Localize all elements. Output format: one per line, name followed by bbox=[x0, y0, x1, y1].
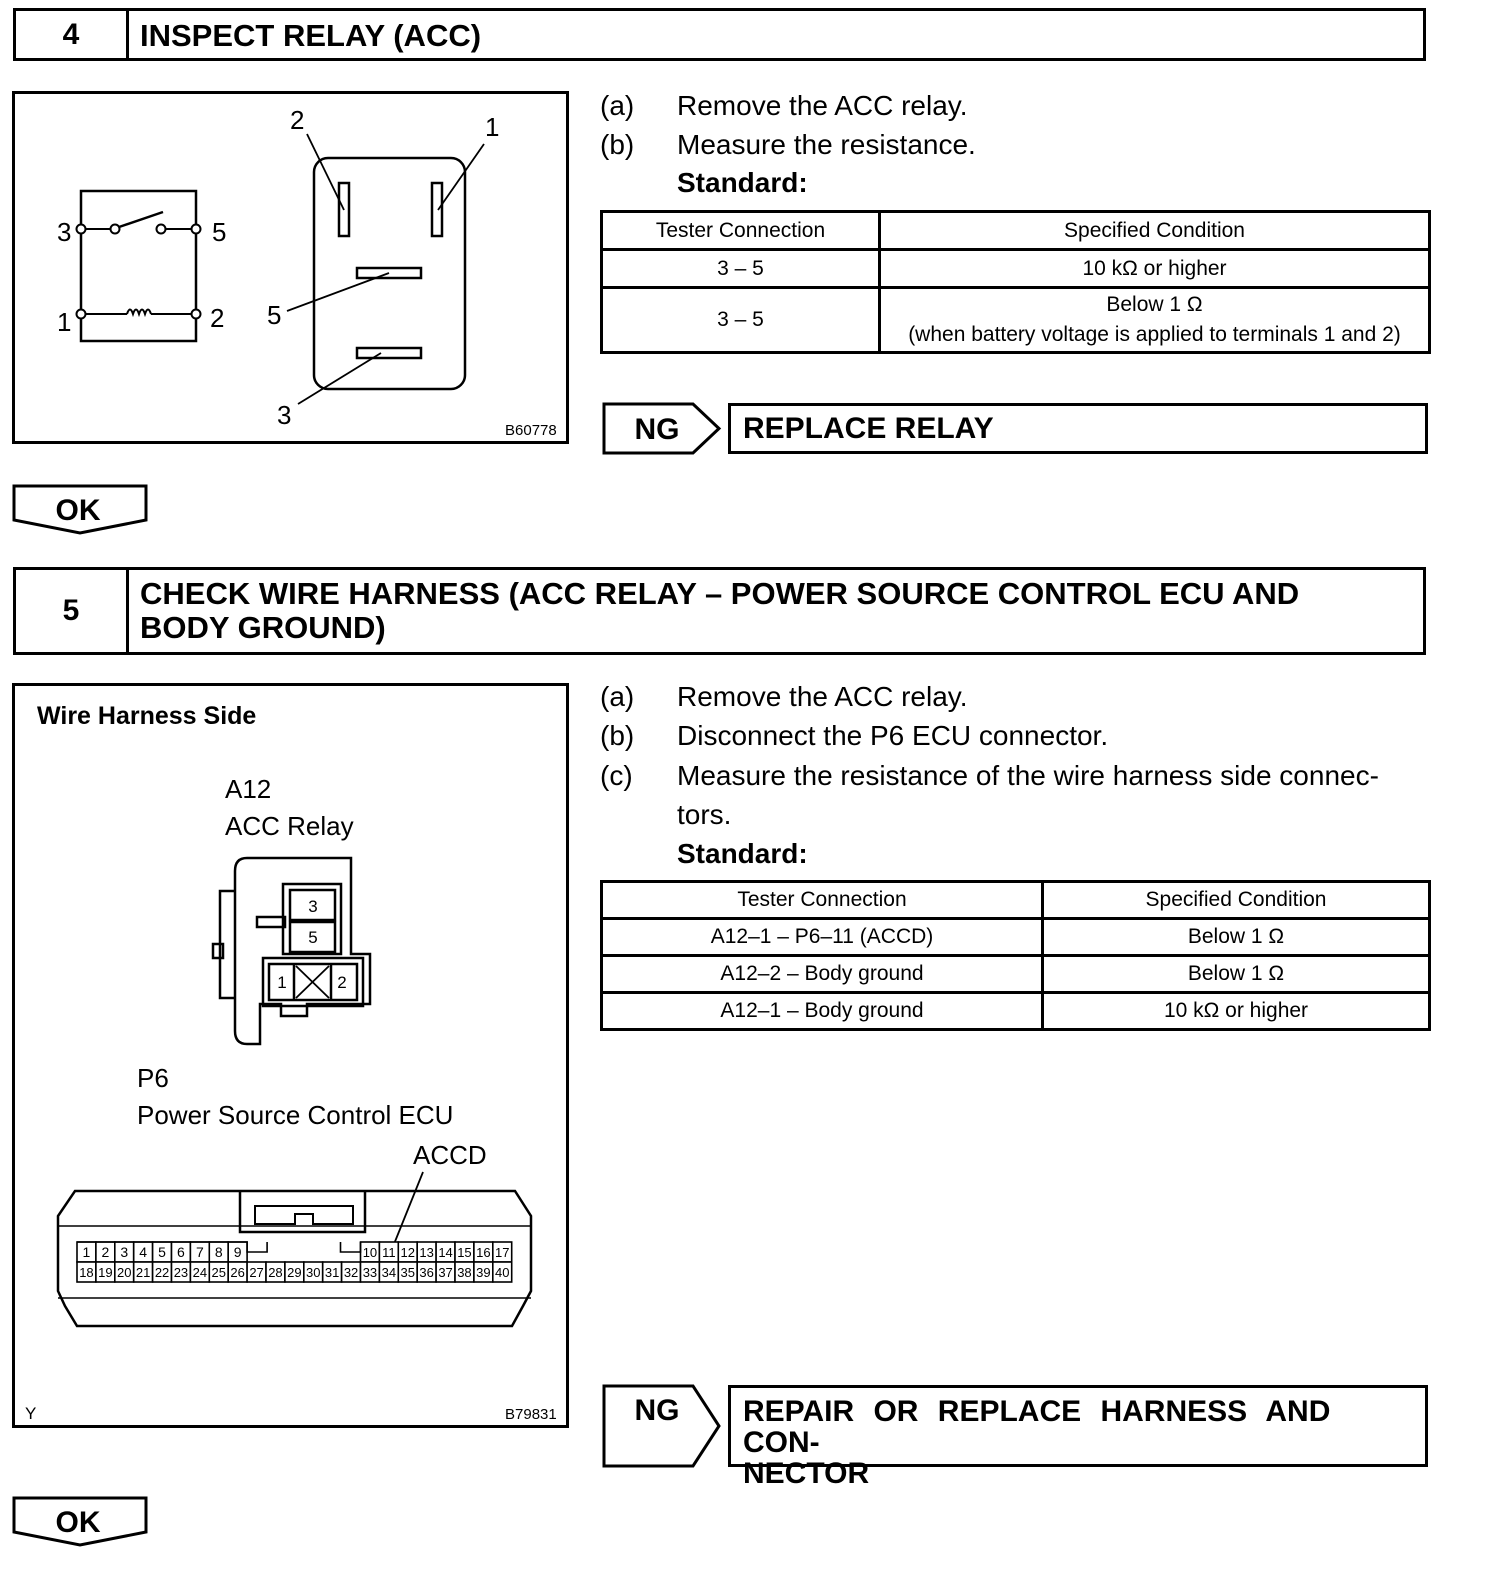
ecu-pin-26-label: 26 bbox=[230, 1265, 245, 1280]
ecu-pin-29-label: 29 bbox=[287, 1265, 302, 1280]
step-5-ng-action: REPAIR OR REPLACE HARNESS AND CON- NECTOR bbox=[728, 1385, 1428, 1467]
relay-connector-id: A12 bbox=[225, 774, 272, 804]
step-5-standard-label: Standard: bbox=[677, 838, 808, 869]
ecu-pin-37-label: 37 bbox=[438, 1265, 453, 1280]
ecu-pin-14-label: 14 bbox=[438, 1245, 453, 1260]
body-pin-3: 3 bbox=[277, 400, 292, 430]
ecu-pin-7-label: 7 bbox=[195, 1244, 204, 1260]
ecu-pin-20-label: 20 bbox=[117, 1265, 132, 1280]
ecu-pin-2-label: 2 bbox=[101, 1244, 110, 1260]
schematic-pin-5: 5 bbox=[212, 217, 227, 247]
svg-text:OK: OK bbox=[55, 494, 101, 527]
ecu-pin-32-label: 32 bbox=[343, 1265, 359, 1280]
relay-pin-5: 5 bbox=[308, 928, 318, 947]
ecu-pin-11-label: 11 bbox=[382, 1245, 396, 1260]
ecu-pin-4-label: 4 bbox=[139, 1244, 148, 1260]
body-pin-5: 5 bbox=[267, 300, 282, 330]
ecu-pin-40-label: 40 bbox=[495, 1265, 510, 1280]
ecu-pin-5-label: 5 bbox=[158, 1244, 166, 1260]
table-header: Specified Condition bbox=[1043, 882, 1430, 919]
ecu-connector-name: Power Source Control ECU bbox=[137, 1100, 454, 1130]
relay-pin-2: 2 bbox=[337, 973, 347, 992]
step-5-header bbox=[13, 567, 1426, 655]
ecu-pin-19-label: 19 bbox=[98, 1265, 113, 1280]
ecu-pin-22-label: 22 bbox=[154, 1265, 170, 1280]
table-header: Specified Condition bbox=[880, 212, 1430, 250]
schematic-pin-1: 1 bbox=[57, 307, 72, 337]
table-header: Tester Connection bbox=[602, 212, 880, 250]
ecu-pin-34-label: 34 bbox=[381, 1265, 397, 1280]
harness-figure bbox=[12, 683, 569, 1428]
harness-diagram bbox=[15, 686, 566, 1425]
ecu-pin-28-label: 28 bbox=[268, 1265, 283, 1280]
step-4-ok-tag bbox=[12, 484, 148, 536]
table-row: 3 – 5 Below 1 Ω (when battery voltage is applied to terminals 1 and 2) bbox=[602, 288, 1430, 353]
ecu-pin-31-label: 31 bbox=[324, 1265, 340, 1280]
relay-connector-name: ACC Relay bbox=[225, 811, 354, 841]
ecu-pin-6-label: 6 bbox=[177, 1244, 185, 1260]
ecu-pin-15-label: 15 bbox=[457, 1245, 472, 1260]
figure-code: B79831 bbox=[505, 1406, 557, 1423]
step-5-title: CHECK WIRE HARNESS (ACC RELAY – POWER SOURCE CONTROL ECU AND BODY GROUND) bbox=[140, 576, 1300, 645]
step-5-spec-table bbox=[600, 880, 1431, 1031]
relay-connector bbox=[213, 858, 370, 1044]
ecu-pin-23-label: 23 bbox=[173, 1265, 189, 1280]
ecu-pin-24-label: 24 bbox=[192, 1265, 208, 1280]
ecu-pin-9-label: 9 bbox=[233, 1244, 242, 1260]
step-5-ok-tag bbox=[12, 1496, 148, 1548]
relay-schematic-body bbox=[81, 191, 196, 341]
corner-mark: Y bbox=[25, 1404, 37, 1423]
step-4-spec-table bbox=[600, 210, 1431, 354]
accd-callout: ACCD bbox=[413, 1140, 487, 1170]
ecu-connector-id: P6 bbox=[137, 1063, 169, 1093]
schematic-pin-2: 2 bbox=[210, 303, 225, 333]
svg-text:NG: NG bbox=[634, 413, 680, 446]
ecu-pin-16-label: 16 bbox=[476, 1245, 491, 1260]
ecu-pin-12-label: 12 bbox=[400, 1245, 415, 1260]
ecu-pin-39-label: 39 bbox=[476, 1265, 491, 1280]
step-4-ng-tag bbox=[602, 402, 722, 455]
ecu-pin-35-label: 35 bbox=[400, 1265, 415, 1280]
svg-text:NG: NG bbox=[634, 1394, 680, 1427]
body-pin-2: 2 bbox=[290, 105, 305, 135]
ecu-pin-13-label: 13 bbox=[419, 1245, 434, 1260]
ecu-pin-8-label: 8 bbox=[214, 1244, 223, 1260]
svg-text:OK: OK bbox=[55, 1506, 101, 1539]
ecu-pin-1-label: 1 bbox=[82, 1244, 91, 1260]
figure-code: B60778 bbox=[505, 422, 557, 439]
body-pin-1: 1 bbox=[485, 112, 500, 142]
table-row: A12–1 – Body ground 10 kΩ or higher bbox=[602, 993, 1430, 1030]
ecu-pin-17-label: 17 bbox=[495, 1245, 510, 1260]
relay-pin-1: 1 bbox=[277, 973, 287, 992]
ecu-pin-36-label: 36 bbox=[419, 1265, 434, 1280]
table-row: A12–1 – P6–11 (ACCD) Below 1 Ω bbox=[602, 919, 1430, 956]
step-4-ng-action: REPLACE RELAY bbox=[728, 403, 1428, 454]
terminal-3 bbox=[357, 348, 421, 358]
switch-contact bbox=[111, 225, 120, 234]
relay-diagram bbox=[15, 94, 566, 441]
ecu-pin-30-label: 30 bbox=[306, 1265, 321, 1280]
step-5-number: 5 bbox=[16, 570, 129, 652]
terminal-1 bbox=[432, 183, 442, 236]
ecu-pin-27-label: 27 bbox=[249, 1265, 264, 1280]
ecu-pin-3-label: 3 bbox=[120, 1244, 129, 1260]
table-row: A12–2 – Body ground Below 1 Ω bbox=[602, 956, 1430, 993]
ecu-pin-grid bbox=[77, 1242, 512, 1282]
table-row: 3 – 5 10 kΩ or higher bbox=[602, 250, 1430, 288]
step-4-number: 4 bbox=[16, 11, 129, 58]
step-5-ng-tag bbox=[602, 1384, 722, 1468]
switch-arm bbox=[119, 212, 163, 227]
table-header: Tester Connection bbox=[602, 882, 1043, 919]
step-4-header bbox=[13, 8, 1426, 61]
ecu-pin-18-label: 18 bbox=[79, 1265, 94, 1280]
ecu-pin-21-label: 21 bbox=[135, 1265, 151, 1280]
relay-figure bbox=[12, 91, 569, 444]
relay-pin-3: 3 bbox=[308, 897, 318, 916]
coil-icon bbox=[127, 310, 151, 315]
figure-caption: Wire Harness Side bbox=[37, 702, 257, 730]
step-4-title: INSPECT RELAY (ACC) bbox=[140, 18, 482, 53]
ecu-pin-38-label: 38 bbox=[457, 1265, 472, 1280]
ecu-pin-33-label: 33 bbox=[362, 1265, 378, 1280]
schematic-pin-3: 3 bbox=[57, 217, 72, 247]
ecu-pin-25-label: 25 bbox=[211, 1265, 226, 1280]
ecu-pin-10-label: 10 bbox=[362, 1245, 378, 1260]
step-4-standard-label: Standard: bbox=[677, 167, 808, 198]
